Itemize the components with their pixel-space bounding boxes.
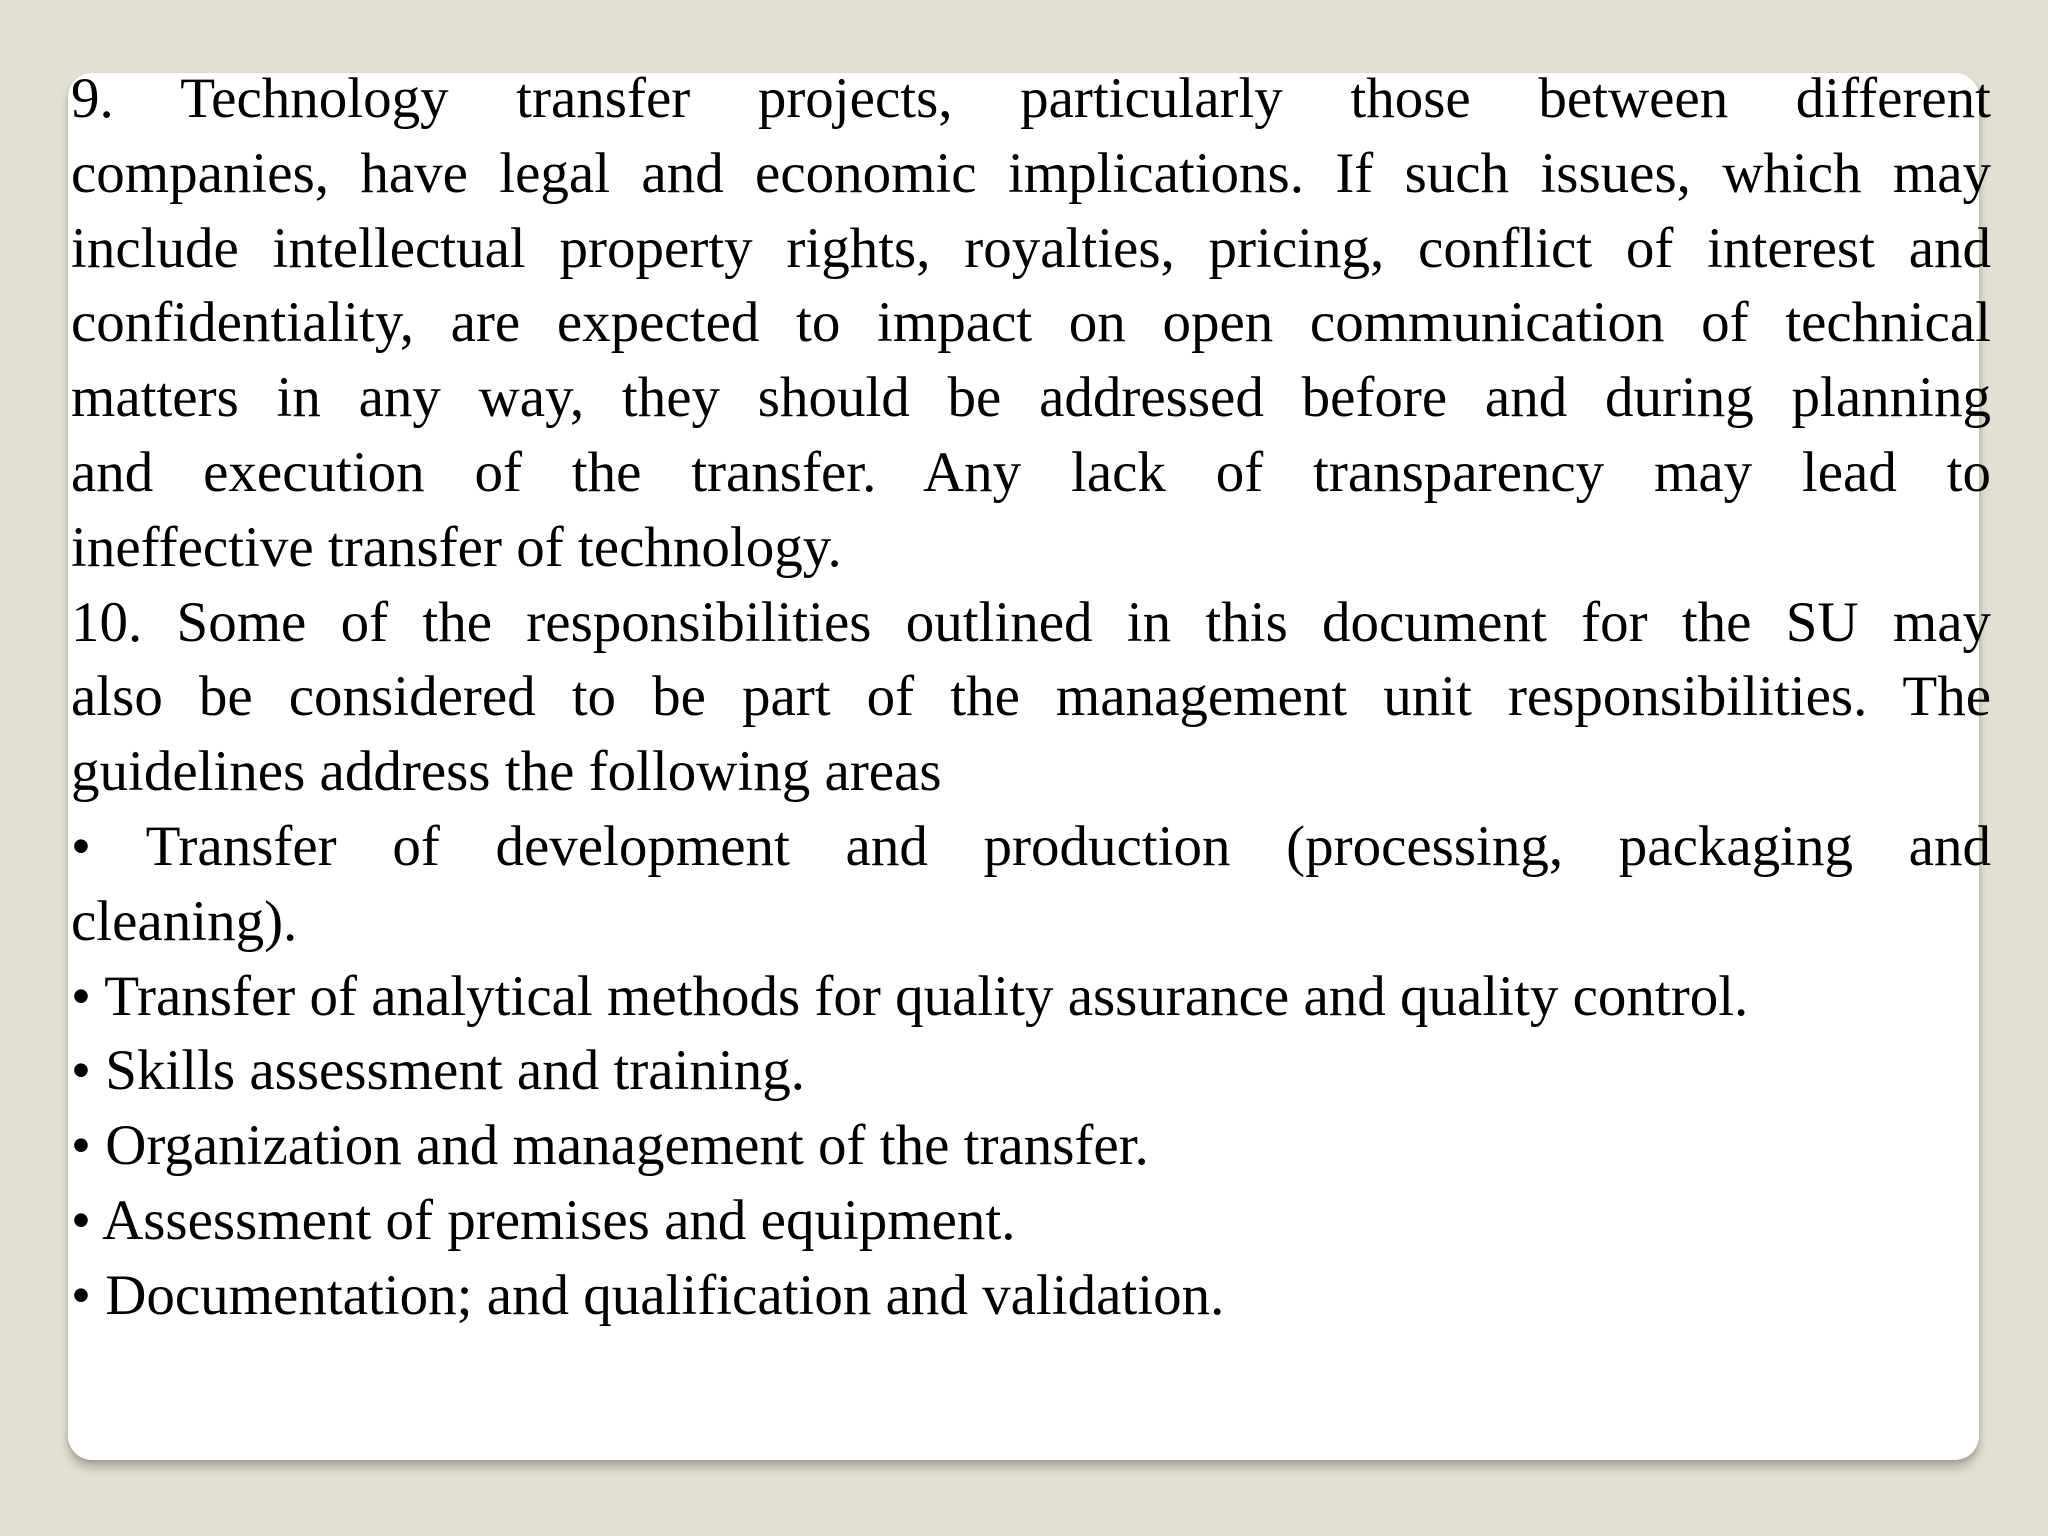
bullet-icon: • [71, 1039, 91, 1103]
bullet-item-skills [71, 1034, 1991, 1109]
paragraph-line: 10. Some of the responsibilities outlined in this document for the SU may [71, 590, 1991, 654]
bullet-text: Skills assessment and training. [105, 1039, 805, 1103]
paragraph-line: guidelines address the following areas [71, 740, 942, 804]
paragraph-10 [71, 586, 1991, 810]
bullet-line [71, 1259, 1991, 1334]
bullet-line: cleaning). [71, 889, 298, 953]
bullet-line [71, 1034, 1991, 1109]
bullet-text: Transfer of analytical methods for quality assurance and quality control. [104, 964, 1749, 1028]
paragraph-9 [71, 62, 1991, 586]
paragraph-line: include intellectual property rights, royalties, pricing, conflict of interest and [71, 216, 1991, 280]
paragraph-line: also be considered to be part of the management unit responsibilities. The [71, 665, 1991, 729]
bullet-text: Documentation; and qualification and validation. [105, 1263, 1225, 1327]
bullet-item-documentation [71, 1259, 1991, 1334]
bullet-text: Assessment of premises and equipment. [102, 1188, 1016, 1252]
paragraph-line: companies, have legal and economic implications. If such issues, which may [71, 141, 1991, 205]
bullet-line [71, 1184, 1991, 1259]
bullet-line [71, 810, 1991, 885]
bullet-item-analytical-methods [71, 960, 1991, 1035]
bullet-icon: • [71, 1188, 91, 1252]
bullet-item-organization [71, 1109, 1991, 1184]
paragraph-line: and execution of the transfer. Any lack of transparency may lead to [71, 440, 1991, 504]
paragraph-line: 9. Technology transfer projects, particularly those between different [71, 67, 1991, 130]
slide-text-region [71, 62, 1991, 1362]
slide-body-text [71, 62, 1991, 1334]
bullet-item-premises [71, 1184, 1991, 1259]
bullet-icon: • [71, 1263, 91, 1327]
bullet-list [71, 810, 1991, 1334]
bullet-icon: • [71, 1114, 91, 1178]
bullet-line [71, 960, 1991, 1035]
bullet-text: Organization and management of the transfer. [105, 1114, 1149, 1178]
bullet-icon: • [71, 964, 91, 1028]
paragraph-line: confidentiality, are expected to impact on open communication of technical [71, 291, 1991, 355]
bullet-line [71, 1109, 1991, 1184]
bullet-icon: • [71, 814, 91, 878]
paragraph-line: ineffective transfer of technology. [71, 515, 842, 579]
bullet-text: Transfer of development and production (processing, packaging and [145, 814, 1991, 878]
bullet-item-development-production [71, 810, 1991, 960]
paragraph-line: matters in any way, they should be addressed before and during planning [71, 366, 1991, 430]
